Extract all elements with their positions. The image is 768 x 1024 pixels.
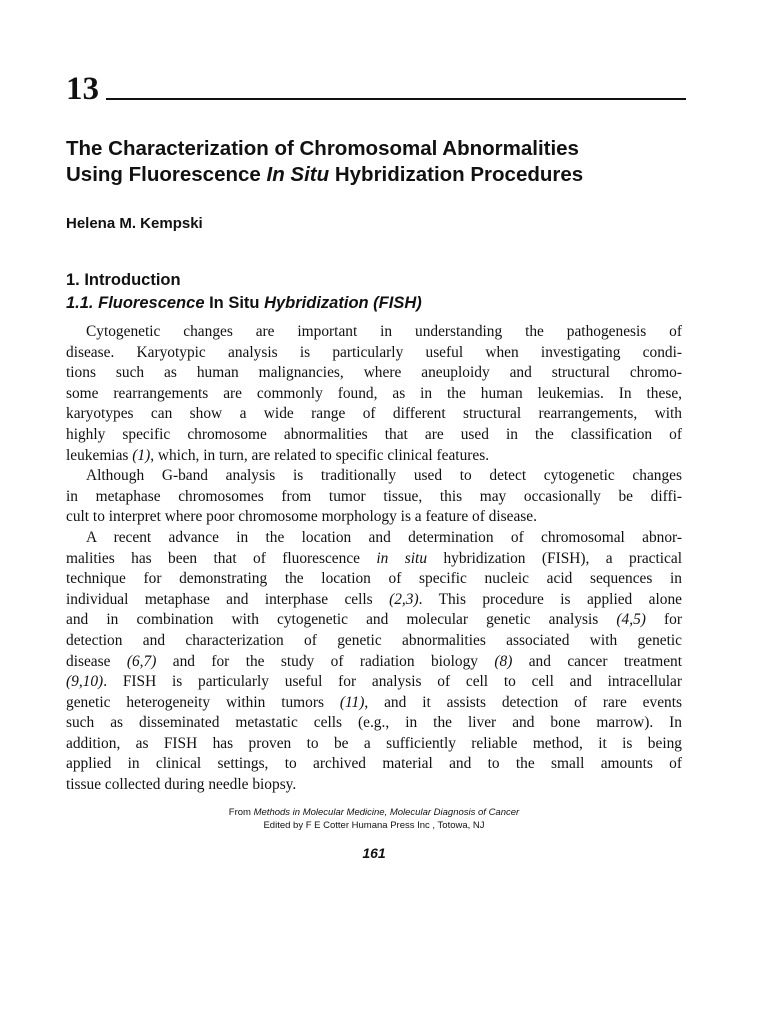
p3-line [66, 549, 682, 570]
title-line-2-pre: Using Fluorescence [66, 163, 267, 186]
p3-line: technique for demonstrating the location of specific nucleic acid sequences in [66, 570, 682, 588]
p1-last-line [66, 446, 682, 467]
p3-line [66, 590, 682, 611]
p3-line: such as disseminated metastatic cells (e.g., in the liver and bone marrow). In [66, 714, 682, 732]
title-line-2-italic: In Situ [266, 163, 330, 186]
p3-l9-post: , and it assists detection of rare events [364, 693, 682, 711]
p1-line: karyotypes can show a wide range of different structural rearrangements, with [66, 405, 682, 423]
p3-l4-pre: individual metaphase and interphase cells [66, 590, 390, 608]
p3-l2-pre: malities has been that of fluorescence [66, 549, 377, 567]
p3-l5-pre: and in combination with cytogenetic and molecular genetic analysis [66, 611, 617, 629]
p3-l7-mid: and for the study of radiation biology [156, 652, 495, 670]
footnote-edited-line: Edited by F E Cotter Humana Press Inc , Totowa, NJ [263, 820, 485, 831]
title-line-2 [66, 162, 706, 188]
p3-line: tissue collected during needle biopsy. [66, 776, 297, 794]
p3-line [66, 693, 682, 714]
subsection-part-2: In Situ [204, 294, 265, 312]
author-name: Helena M. Kempski [66, 215, 203, 232]
citation-ref: (11) [339, 693, 365, 711]
section-heading: 1. Introduction [66, 271, 181, 289]
p3-l2-italic: in situ [376, 549, 428, 567]
p3-l7-pre: disease [66, 652, 127, 670]
p2-line: in metaphase chromosomes from tumor tissue, this may occasionally be diffi- [66, 487, 682, 505]
p3-line: addition, as FISH has proven to be a sufficiently reliable method, it is being [66, 734, 682, 752]
p3-l2-post: hybridization (FISH), a practical [427, 549, 682, 567]
source-footnote [66, 806, 682, 832]
chapter-title [66, 136, 706, 188]
citation-ref: (2,3) [389, 590, 419, 608]
p3-line: applied in clinical settings, to archived material and to the small amounts of [66, 755, 682, 773]
p1-line: disease. Karyotypic analysis is particularly useful when investigating condi- [66, 343, 682, 361]
p3-l4-post: . This procedure is applied alone [418, 590, 682, 608]
p3-line: A recent advance in the location and determination of chromosomal abnor- [86, 528, 682, 546]
citation-ref: (6,7) [126, 652, 157, 670]
page-number: 161 [362, 845, 386, 861]
footnote-source-title: Methods in Molecular Medicine, Molecular Diagnosis of Cancer [253, 807, 520, 818]
title-line-1: The Characterization of Chromosomal Abnormalities [66, 137, 579, 160]
chapter-rule [106, 98, 686, 100]
p3-line [66, 672, 682, 693]
p2-line: cult to interpret where poor chromosome morphology is a feature of disease. [66, 508, 537, 526]
subsection-part-1: Fluorescence [98, 294, 205, 312]
p3-l8-post: . FISH is particularly useful for analysis of cell to cell and intracellular [103, 673, 682, 691]
footnote-source-line [66, 806, 682, 819]
p2-line: Although G-band analysis is traditionally used to detect cytogenetic changes [86, 467, 682, 485]
footnote-from-label: From [228, 807, 254, 818]
subsection-heading [66, 292, 422, 314]
p3-l9-pre: genetic heterogeneity within tumors [66, 693, 340, 711]
p3-line [66, 610, 682, 631]
p3-l5-post: for [645, 611, 682, 629]
p1-last-pre: leukemias [66, 446, 133, 464]
subsection-part-3: Hybridization (FISH) [264, 294, 422, 312]
p3-line: detection and characterization of genetic abnormalities associated with genetic [66, 631, 682, 649]
chapter-header [66, 72, 686, 106]
p1-line: some rearrangements are commonly found, as in the human leukemias. In these, [66, 384, 682, 402]
p3-l7-post: and cancer treatment [512, 652, 682, 670]
p1-line: highly specific chromosome abnormalities that are used in the classification of [66, 425, 682, 443]
citation-ref: (8) [494, 652, 513, 670]
p1-line: tions such as human malignancies, where aneuploidy and structural chromo- [66, 364, 682, 382]
p1-line: Cytogenetic changes are important in understanding the pathogenesis of [86, 323, 682, 340]
chapter-number: 13 [66, 71, 99, 107]
p3-line [66, 652, 682, 673]
title-line-2-post: Hybridization Procedures [329, 163, 584, 186]
citation-ref: (4,5) [616, 611, 646, 629]
p1-last-post: , which, in turn, are related to specific clinical features. [150, 446, 490, 464]
citation-ref: (9,10) [66, 673, 104, 691]
body-text [66, 322, 682, 796]
citation-ref: (1) [132, 446, 151, 464]
subsection-number: 1.1. [66, 294, 99, 312]
